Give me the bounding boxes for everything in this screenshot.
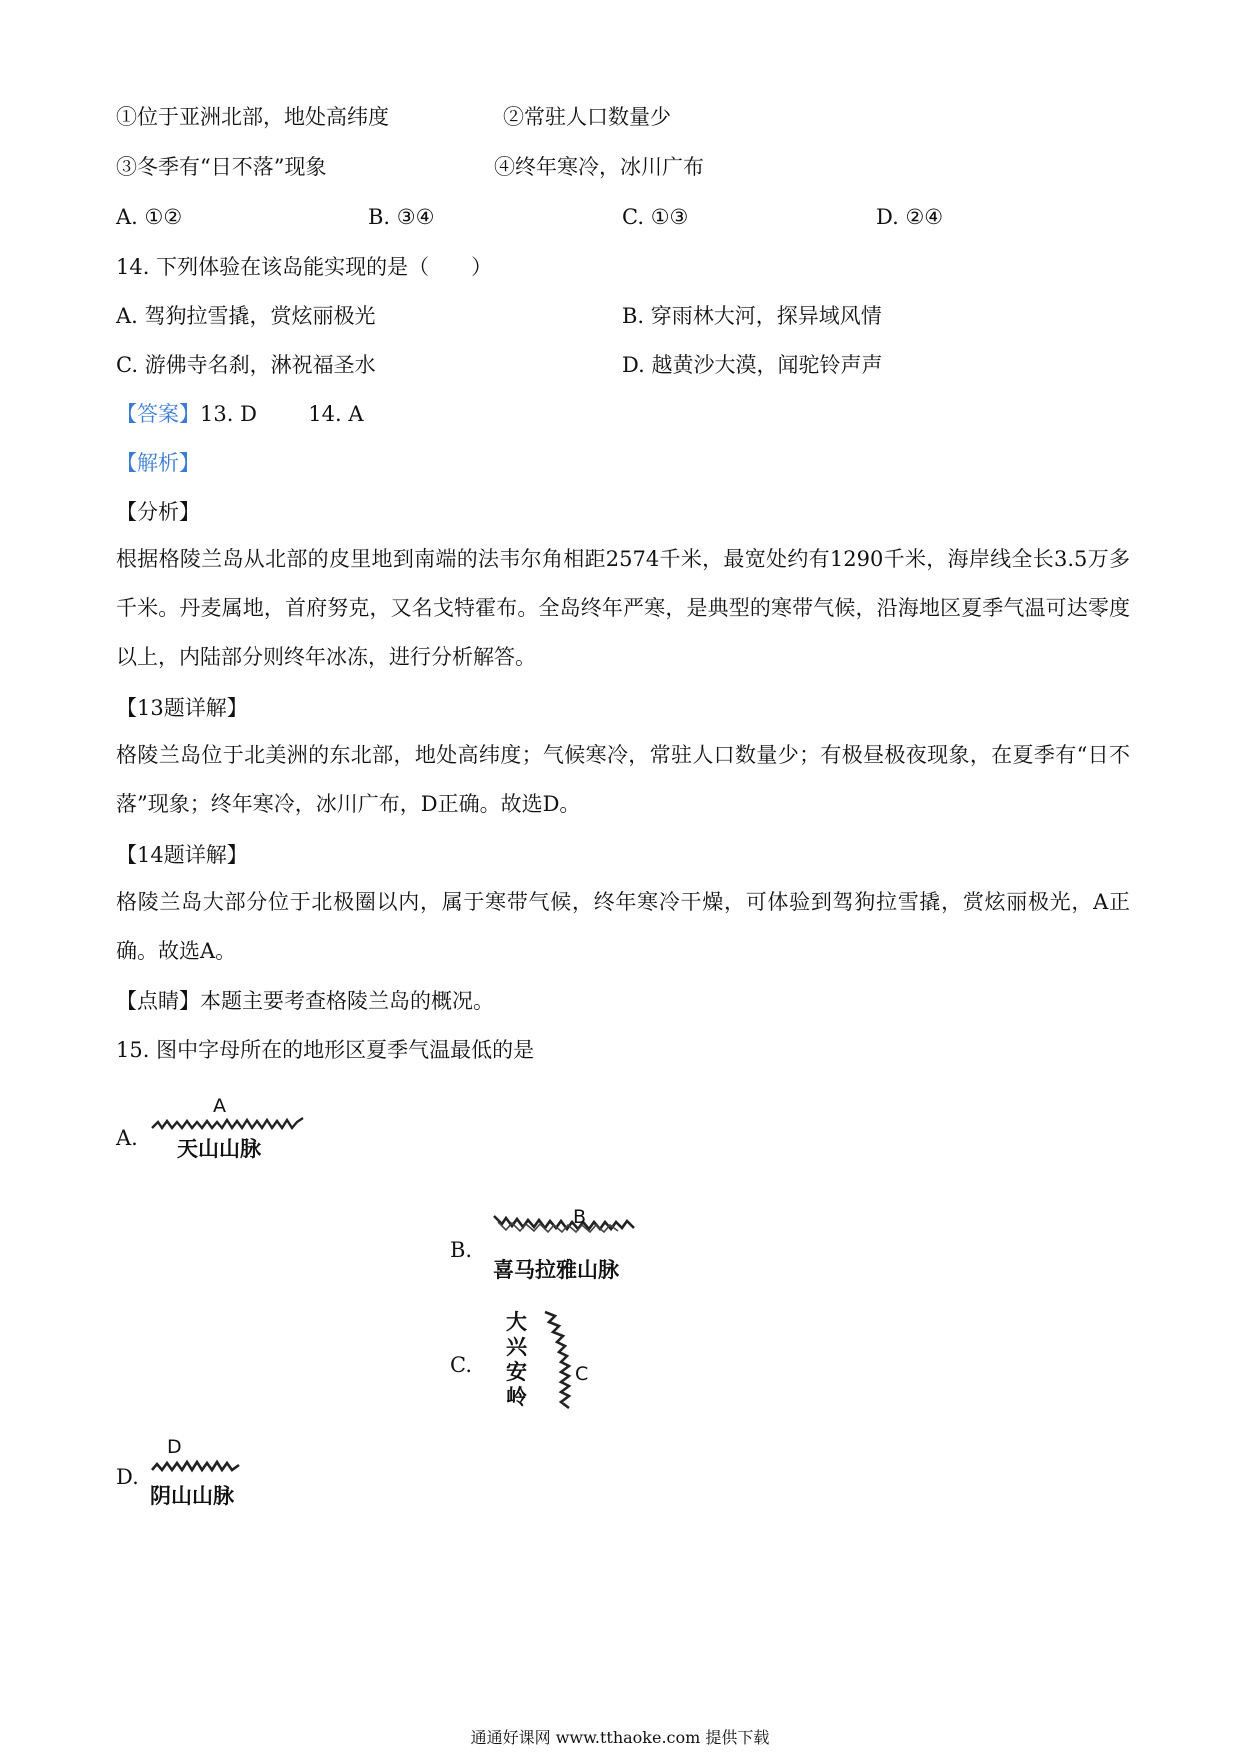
q13-statement-2: ②常驻人口数量少 [503, 105, 671, 129]
q14-option-c [116, 355, 376, 376]
option-text: ①③ [650, 205, 689, 229]
question-number: 14. [116, 255, 150, 279]
question-text: 图中字母所在的地形区夏季气温最低的是 [156, 1038, 535, 1062]
dianjing-line [116, 991, 494, 1012]
footer-suffix: 提供下载 [705, 1728, 770, 1747]
answer-line [116, 404, 364, 425]
q15-option-c-mark: C [575, 1363, 589, 1385]
q15-stem [116, 1040, 534, 1061]
q14-detail-paragraph: 格陵兰岛大部分位于北极圈以内，属于寒带气候，终年寒冷干燥，可体验到驾狗拉雪撬，赏炫丽极光，A正确。故选A。 [116, 890, 1130, 963]
option-letter: D. [876, 205, 899, 229]
q15-option-b-letter: B. [450, 1238, 473, 1262]
q15-option-d-mark: D [167, 1436, 182, 1458]
option-text: 越黄沙大漠，闻驼铃声声 [651, 353, 883, 377]
fenxi-paragraph: 根据格陵兰岛从北部的皮里地到南端的法韦尔角相距2574千米，最宽处约有1290千米，海岸线全长3.5万多千米。丹麦属地，首府努克，又名戈特霍布。全岛终年严寒，是典型的寒带气候，沿海地区夏季气温可达零度以上，内陆部分则终年冰冻，进行分析解答。 [116, 547, 1130, 669]
option-text: 穿雨林大河，探异域风情 [650, 304, 882, 328]
answer-13: 13. D [200, 402, 257, 426]
q15-option-b-label: 喜马拉雅山脉 [493, 1258, 619, 1282]
q13-statement-1: ①位于亚洲北部，地处高纬度 [116, 105, 389, 129]
option-letter: D. [622, 353, 645, 377]
question-text: 下列体验在该岛能实现的是（ ） [156, 255, 493, 279]
answer-tag: 【答案】 [116, 402, 200, 426]
footer-url[interactable]: www.tthaoke.com [555, 1728, 701, 1747]
option-letter: A. [116, 205, 138, 229]
option-letter: C. [116, 353, 138, 377]
q13-option-b [368, 207, 434, 228]
option-text: ③④ [396, 205, 435, 229]
option-text: ①② [144, 205, 183, 229]
q13-option-c [622, 207, 688, 228]
q14-option-b [622, 306, 882, 327]
question-number: 15. [116, 1038, 150, 1062]
q14-option-a [116, 306, 376, 327]
q14-option-d [622, 355, 882, 376]
analysis-tag: 【解析】 [116, 451, 200, 475]
answer-14: 14. A [308, 402, 364, 426]
option-letter: B. [368, 205, 391, 229]
option-letter: C. [622, 205, 644, 229]
footer-site-name: 通通好课网 [470, 1728, 551, 1747]
q15-option-b-mountain-icon [492, 1206, 637, 1244]
q15-option-a-mark: A [213, 1095, 226, 1117]
q15-option-d-label: 阴山山脉 [150, 1484, 234, 1508]
q14-detail-tag: 【14题详解】 [116, 843, 248, 867]
q13-option-a [116, 207, 182, 228]
dianjing-tag: 【点睛】 [116, 989, 200, 1013]
q13-statement-4: ④终年寒冷，冰川广布 [494, 155, 704, 179]
fenxi-tag: 【分析】 [116, 500, 200, 524]
q15-option-d-mountain-icon [150, 1458, 242, 1476]
q15-option-c-label-2: 兴 [506, 1335, 527, 1359]
q15-option-c-label-1: 大 [506, 1310, 527, 1334]
q15-option-a-label: 天山山脉 [177, 1137, 261, 1161]
page-footer [0, 1730, 1240, 1746]
dianjing-text: 本题主要考查格陵兰岛的概况。 [200, 989, 494, 1013]
q15-option-c-label-4: 岭 [506, 1385, 527, 1409]
q15-option-c-mountain-icon [541, 1308, 577, 1412]
q15-option-c-label-3: 安 [506, 1360, 527, 1384]
q13-option-d [876, 207, 943, 228]
q15-option-b-mark: B [573, 1206, 587, 1228]
option-letter: B. [622, 304, 645, 328]
q13-detail-paragraph: 格陵兰岛位于北美洲的东北部，地处高纬度；气候寒冷，常驻人口数量少；有极昼极夜现象，在夏季有“日不落”现象；终年寒冷，冰川广布，D正确。故选D。 [116, 743, 1130, 816]
q13-statement-3: ③冬季有“日不落”现象 [116, 155, 327, 179]
option-text: 驾狗拉雪撬，赏炫丽极光 [144, 304, 376, 328]
option-text: ②④ [905, 205, 944, 229]
q15-option-a-letter: A. [116, 1126, 138, 1150]
q15-option-c-letter: C. [450, 1353, 472, 1377]
option-text: 游佛寺名刹，淋祝福圣水 [144, 353, 376, 377]
q15-option-a-mountain-icon [150, 1116, 306, 1134]
q13-detail-tag: 【13题详解】 [116, 696, 248, 720]
option-letter: A. [116, 304, 138, 328]
q14-stem [116, 257, 492, 278]
q15-option-d-letter: D. [116, 1465, 139, 1489]
